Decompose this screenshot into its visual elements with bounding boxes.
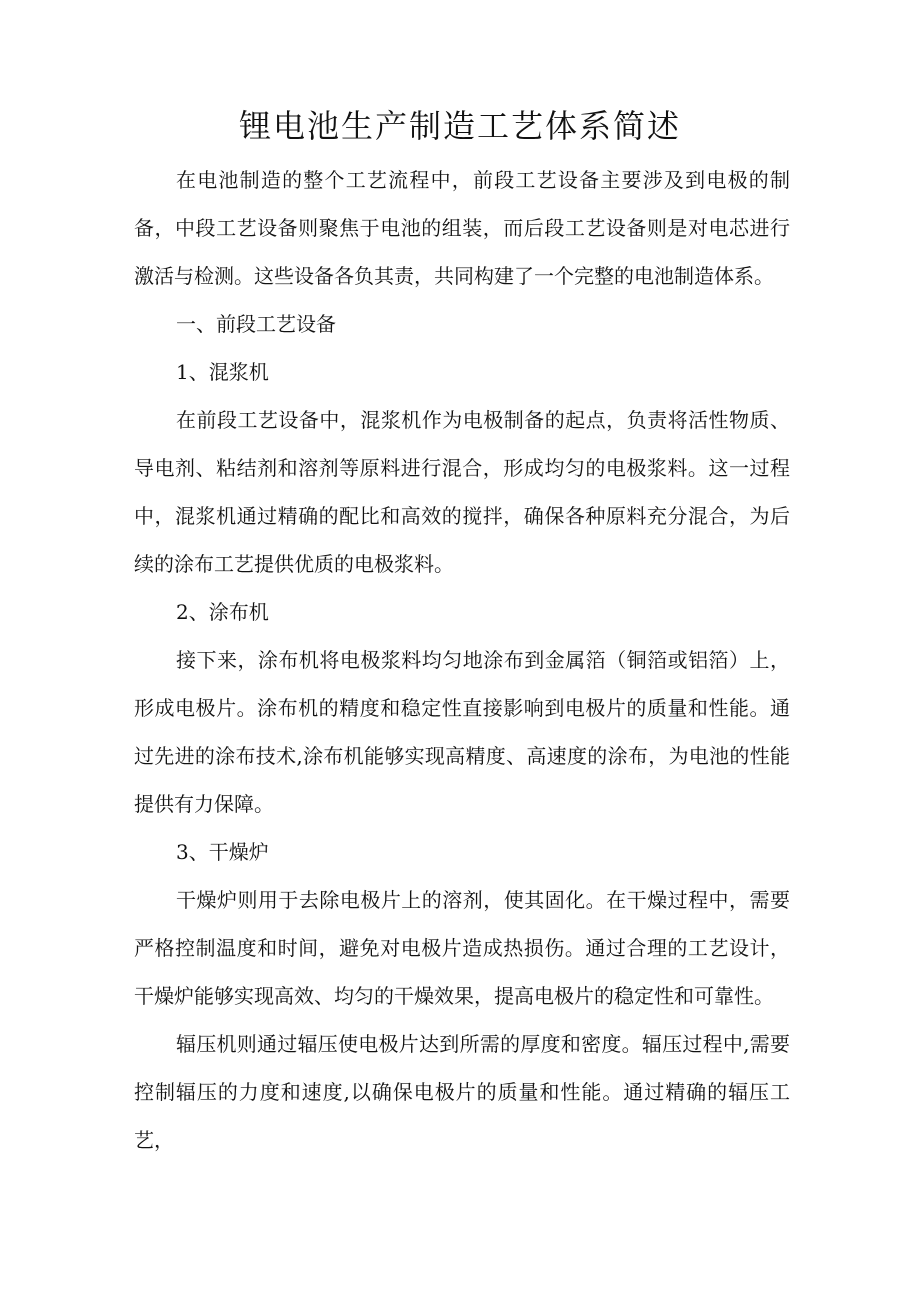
subheading-dryer: 3、干燥炉 [176, 840, 269, 864]
dryer-paragraph: 干燥炉则用于去除电极片上的溶剂，使其固化。在干燥过程中，需要严格控制温度和时间，避免对电极片造成热损伤。通过合理的工艺设计，干燥炉能够实现高效、均匀的干燥效果，提高电极片的稳定性和可靠性。 [134, 888, 790, 1008]
intro-paragraph: 在电池制造的整个工艺流程中，前段工艺设备主要涉及到电极的制备，中段工艺设备则聚焦于电池的组装，而后段工艺设备则是对电芯进行激活与检测。这些设备各负其责，共同构建了一个完整的电池制造体系。 [134, 168, 790, 288]
coater-paragraph: 接下来，涂布机将电极浆料均匀地涂布到金属箔（铜箔或铝箔）上，形成电极片。涂布机的精度和稳定性直接影响到电极片的质量和性能。通过先进的涂布技术,涂布机能够实现高精度、高速度的涂布，为电池的性能提供有力保障。 [134, 648, 790, 816]
subheading-coater: 2、涂布机 [176, 600, 269, 624]
mixer-paragraph: 在前段工艺设备中，混浆机作为电极制备的起点，负责将活性物质、导电剂、粘结剂和溶剂等原料进行混合，形成均匀的电极浆料。这一过程中，混浆机通过精确的配比和高效的搅拌，确保各种原料充分混合，为后续的涂布工艺提供优质的电极浆料。 [134, 408, 790, 576]
roller-press-paragraph: 辐压机则通过辐压使电极片达到所需的厚度和密度。辐压过程中,需要控制辐压的力度和速度,以确保电极片的质量和性能。通过精确的辐压工艺， [134, 1032, 790, 1152]
subheading-mixer: 1、混浆机 [176, 360, 269, 384]
section-heading-front-equipment: 一、前段工艺设备 [176, 312, 336, 336]
document-title: 锂电池生产制造工艺体系简述 [238, 107, 681, 145]
document-body [134, 156, 790, 1164]
